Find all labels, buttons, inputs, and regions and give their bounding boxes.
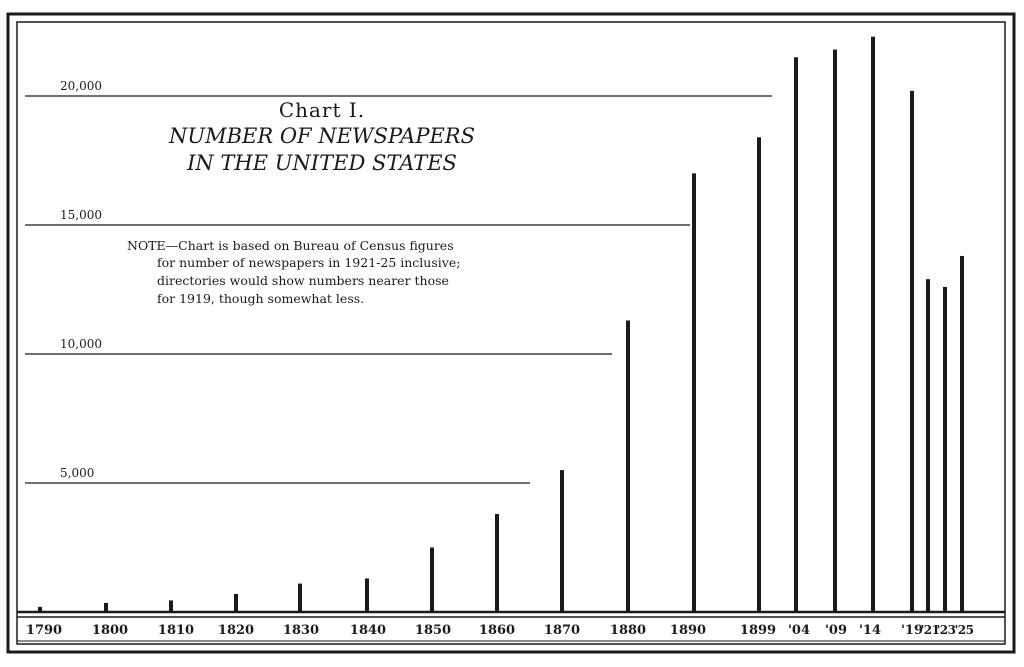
note-line-1: NOTE—Chart is based on Bureau of Census figures bbox=[127, 238, 454, 253]
bar-1899 bbox=[757, 137, 761, 612]
gridline-label-20000: 20,000 bbox=[60, 79, 102, 93]
bar-1800 bbox=[104, 603, 108, 612]
tick-label-1870: 1870 bbox=[543, 623, 581, 638]
chart-title: Chart I. bbox=[278, 98, 366, 122]
bar-1904 bbox=[794, 57, 798, 612]
gridline-label-10000: 10,000 bbox=[60, 337, 102, 351]
gridline-label-15000: 15,000 bbox=[60, 208, 102, 222]
bar-1790 bbox=[38, 607, 42, 612]
bar-1810 bbox=[169, 600, 173, 612]
outer-border bbox=[8, 14, 1014, 652]
bar-1820 bbox=[234, 594, 238, 612]
bar-1890 bbox=[692, 173, 696, 612]
bar-1925 bbox=[960, 256, 964, 612]
chart-subtitle-line-1: NUMBER OF NEWSPAPERS bbox=[169, 124, 475, 148]
gridline-label-5000: 5,000 bbox=[60, 466, 95, 480]
bar-1840 bbox=[365, 578, 369, 612]
bar-1919 bbox=[910, 91, 914, 612]
tick-label-1914: '14 bbox=[858, 623, 882, 638]
bar-1830 bbox=[298, 584, 302, 612]
tick-label-1904: '04 bbox=[787, 623, 811, 638]
tick-label-1790: 1790 bbox=[25, 623, 63, 638]
tick-label-1919: '19 bbox=[900, 623, 924, 638]
bar-1860 bbox=[495, 514, 499, 612]
inner-border bbox=[17, 22, 1005, 644]
chart-subtitle-line-2: IN THE UNITED STATES bbox=[187, 151, 457, 175]
tick-label-1890: 1890 bbox=[669, 623, 707, 638]
bar-1921 bbox=[926, 279, 930, 612]
tick-label-1840: 1840 bbox=[349, 623, 387, 638]
tick-label-1830: 1830 bbox=[282, 623, 320, 638]
x-tick-labels bbox=[26, 623, 974, 638]
tick-label-1909: '09 bbox=[824, 623, 848, 638]
tick-label-1820: 1820 bbox=[217, 623, 255, 638]
tick-label-1850: 1850 bbox=[414, 623, 452, 638]
tick-label-1860: 1860 bbox=[478, 623, 516, 638]
bars bbox=[38, 37, 964, 612]
tick-label-1800: 1800 bbox=[91, 623, 129, 638]
tick-label-1880: 1880 bbox=[609, 623, 647, 638]
bar-1880 bbox=[626, 320, 630, 612]
bar-1850 bbox=[430, 548, 434, 613]
tick-label-1899: 1899 bbox=[739, 623, 777, 638]
bar-1923 bbox=[943, 287, 947, 612]
tick-label-1923: '23 bbox=[936, 623, 956, 637]
note-line-4: for 1919, though somewhat less. bbox=[157, 291, 365, 306]
bar-1909 bbox=[833, 50, 837, 612]
tick-label-1810: 1810 bbox=[157, 623, 195, 638]
note-line-2: for number of newspapers in 1921-25 inclusive; bbox=[157, 255, 461, 270]
bar-1870 bbox=[560, 470, 564, 612]
note-line-3: directories would show numbers nearer those bbox=[157, 273, 449, 288]
bar-1914 bbox=[871, 37, 875, 612]
tick-label-1925: '25 bbox=[954, 623, 974, 637]
tick-label-1921: '21 bbox=[920, 623, 940, 637]
